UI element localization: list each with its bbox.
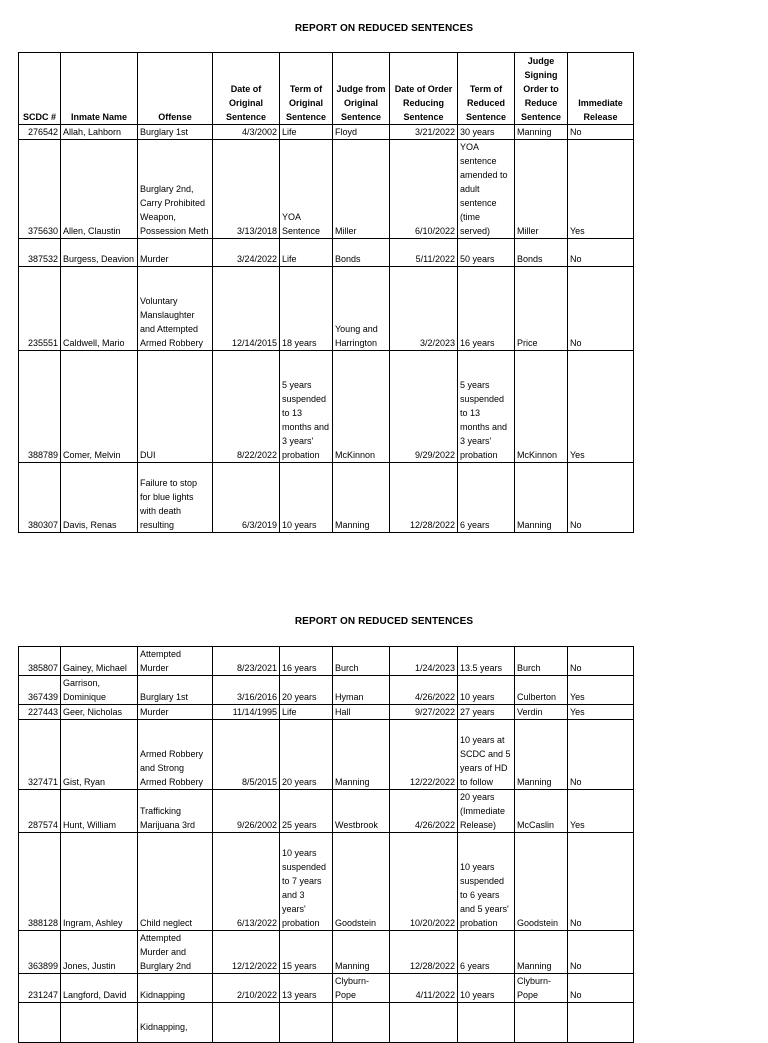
original-judge: Bonds xyxy=(333,239,390,267)
reduction-order-date: 12/28/2022 xyxy=(390,931,458,974)
table-row xyxy=(19,1003,634,1043)
report-title: REPORT ON REDUCED SENTENCES xyxy=(294,616,474,627)
reduced-term: 6 years xyxy=(458,463,515,533)
original-judge: Burch xyxy=(333,647,390,676)
immediate-release: No xyxy=(568,267,634,351)
immediate-release: Yes xyxy=(568,676,634,705)
offense: Burglary 1st xyxy=(138,676,213,705)
scdc-number xyxy=(19,1003,61,1043)
reduced-term: 27 years xyxy=(458,705,515,720)
original-sentence-date: 6/3/2019 xyxy=(213,463,280,533)
column-header: Date of Original Sentence xyxy=(213,53,280,125)
original-judge: Hall xyxy=(333,705,390,720)
table-row xyxy=(19,974,634,1003)
scdc-number: 388789 xyxy=(19,351,61,463)
table-row xyxy=(19,705,634,720)
scdc-number: 227443 xyxy=(19,705,61,720)
table-row xyxy=(19,125,634,140)
reduction-order-date: 4/11/2022 xyxy=(390,974,458,1003)
scdc-number: 388128 xyxy=(19,833,61,931)
inmate-name: Davis, Renas xyxy=(61,463,138,533)
signing-judge: Goodstein xyxy=(515,833,568,931)
offense: Failure to stop for blue lights with death resulting xyxy=(138,463,213,533)
original-sentence-date: 8/5/2015 xyxy=(213,720,280,790)
original-judge: Manning xyxy=(333,720,390,790)
table-row xyxy=(19,239,634,267)
offense: Trafficking Marijuana 3rd xyxy=(138,790,213,833)
signing-judge: Price xyxy=(515,267,568,351)
reduction-order-date: 12/28/2022 xyxy=(390,463,458,533)
inmate-name: Jones, Justin xyxy=(61,931,138,974)
reduced-term: 30 years xyxy=(458,125,515,140)
header-row xyxy=(19,53,634,125)
scdc-number: 385807 xyxy=(19,647,61,676)
table-row xyxy=(19,720,634,790)
original-term: Life xyxy=(280,125,333,140)
original-term: 18 years xyxy=(280,267,333,351)
reduced-term: 20 years (Immediate Release) xyxy=(458,790,515,833)
scdc-number: 287574 xyxy=(19,790,61,833)
reduction-order-date xyxy=(390,1003,458,1043)
original-term: 25 years xyxy=(280,790,333,833)
reduction-order-date: 5/11/2022 xyxy=(390,239,458,267)
table-row xyxy=(19,140,634,239)
signing-judge: Bonds xyxy=(515,239,568,267)
table-row xyxy=(19,676,634,705)
reduction-order-date: 9/27/2022 xyxy=(390,705,458,720)
inmate-name: Comer, Melvin xyxy=(61,351,138,463)
reduced-term: 10 years suspended to 6 years and 5 years' probation xyxy=(458,833,515,931)
reduced-term: 10 years xyxy=(458,974,515,1003)
offense: Murder xyxy=(138,239,213,267)
reduced-term: 16 years xyxy=(458,267,515,351)
original-judge: Westbrook xyxy=(333,790,390,833)
original-sentence-date: 2/10/2022 xyxy=(213,974,280,1003)
scdc-number: 387532 xyxy=(19,239,61,267)
inmate-name: Langford, David xyxy=(61,974,138,1003)
immediate-release: No xyxy=(568,974,634,1003)
original-term: 15 years xyxy=(280,931,333,974)
original-term: 20 years xyxy=(280,720,333,790)
immediate-release: Yes xyxy=(568,790,634,833)
original-term: YOA Sentence xyxy=(280,140,333,239)
offense: Kidnapping, xyxy=(138,1003,213,1043)
scdc-number: 327471 xyxy=(19,720,61,790)
column-header: Judge Signing Order to Reduce Sentence xyxy=(515,53,568,125)
signing-judge: Manning xyxy=(515,931,568,974)
reduction-order-date: 4/26/2022 xyxy=(390,790,458,833)
reduction-order-date: 6/10/2022 xyxy=(390,140,458,239)
reduced-term: 10 years xyxy=(458,676,515,705)
immediate-release: No xyxy=(568,931,634,974)
immediate-release: Yes xyxy=(568,705,634,720)
scdc-number: 375630 xyxy=(19,140,61,239)
original-term: Life xyxy=(280,239,333,267)
original-sentence-date: 9/26/2002 xyxy=(213,790,280,833)
original-term: 20 years xyxy=(280,676,333,705)
reduction-order-date: 12/22/2022 xyxy=(390,720,458,790)
offense: Kidnapping xyxy=(138,974,213,1003)
report-title: REPORT ON REDUCED SENTENCES xyxy=(294,23,474,34)
original-judge: Floyd xyxy=(333,125,390,140)
offense: Burglary 2nd, Carry Prohibited Weapon, Possession Meth xyxy=(138,140,213,239)
reduced-term: 10 years at SCDC and 5 years of HD to follow xyxy=(458,720,515,790)
column-header: Inmate Name xyxy=(61,53,138,125)
original-judge: Hyman xyxy=(333,676,390,705)
table-row xyxy=(19,931,634,974)
signing-judge: Clyburn-Pope xyxy=(515,974,568,1003)
inmate-name: Allah, Lahborn xyxy=(61,125,138,140)
inmate-name: Gist, Ryan xyxy=(61,720,138,790)
original-judge: Manning xyxy=(333,463,390,533)
reduced-term: 5 years suspended to 13 months and 3 years' probation xyxy=(458,351,515,463)
reduction-order-date: 3/2/2023 xyxy=(390,267,458,351)
reduced-term: YOA sentence amended to adult sentence (time served) xyxy=(458,140,515,239)
original-sentence-date: 11/14/1995 xyxy=(213,705,280,720)
original-sentence-date xyxy=(213,1003,280,1043)
signing-judge: Miller xyxy=(515,140,568,239)
inmate-name: Burgess, Deavion xyxy=(61,239,138,267)
original-judge: Goodstein xyxy=(333,833,390,931)
immediate-release: No xyxy=(568,125,634,140)
column-header: Term of Reduced Sentence xyxy=(458,53,515,125)
table-row xyxy=(19,267,634,351)
signing-judge: Manning xyxy=(515,125,568,140)
immediate-release: No xyxy=(568,239,634,267)
original-sentence-date: 12/12/2022 xyxy=(213,931,280,974)
column-header: SCDC # xyxy=(19,53,61,125)
original-term: 10 years suspended to 7 years and 3 years' probation xyxy=(280,833,333,931)
reduced-term: 50 years xyxy=(458,239,515,267)
offense: Murder xyxy=(138,705,213,720)
table-row xyxy=(19,351,634,463)
signing-judge: McCaslin xyxy=(515,790,568,833)
scdc-number: 231247 xyxy=(19,974,61,1003)
original-term: 16 years xyxy=(280,647,333,676)
table-row xyxy=(19,833,634,931)
signing-judge: Manning xyxy=(515,720,568,790)
offense: DUI xyxy=(138,351,213,463)
reduction-order-date: 4/26/2022 xyxy=(390,676,458,705)
signing-judge: Culberton xyxy=(515,676,568,705)
scdc-number: 363899 xyxy=(19,931,61,974)
inmate-name: Hunt, William xyxy=(61,790,138,833)
inmate-name xyxy=(61,1003,138,1043)
reduction-order-date: 10/20/2022 xyxy=(390,833,458,931)
signing-judge: McKinnon xyxy=(515,351,568,463)
scdc-number: 235551 xyxy=(19,267,61,351)
inmate-name: Caldwell, Mario xyxy=(61,267,138,351)
column-header: Date of Order Reducing Sentence xyxy=(390,53,458,125)
original-term: 13 years xyxy=(280,974,333,1003)
original-term: 10 years xyxy=(280,463,333,533)
column-header: Immediate Release xyxy=(568,53,634,125)
offense: Child neglect xyxy=(138,833,213,931)
original-term: 5 years suspended to 13 months and 3 years' probation xyxy=(280,351,333,463)
immediate-release: No xyxy=(568,720,634,790)
signing-judge: Verdin xyxy=(515,705,568,720)
inmate-name: Allen, Claustin xyxy=(61,140,138,239)
reduced-term: 13.5 years xyxy=(458,647,515,676)
table-row xyxy=(19,463,634,533)
inmate-name: Gainey, Michael xyxy=(61,647,138,676)
column-header: Judge from Original Sentence xyxy=(333,53,390,125)
original-sentence-date: 6/13/2022 xyxy=(213,833,280,931)
inmate-name: Garrison, Dominique xyxy=(61,676,138,705)
original-sentence-date: 4/3/2002 xyxy=(213,125,280,140)
column-header: Term of Original Sentence xyxy=(280,53,333,125)
offense: Burglary 1st xyxy=(138,125,213,140)
signing-judge: Manning xyxy=(515,463,568,533)
immediate-release: Yes xyxy=(568,140,634,239)
scdc-number: 276542 xyxy=(19,125,61,140)
original-sentence-date: 8/23/2021 xyxy=(213,647,280,676)
table-row xyxy=(19,647,634,676)
table-row xyxy=(19,790,634,833)
offense: Attempted Murder xyxy=(138,647,213,676)
signing-judge: Burch xyxy=(515,647,568,676)
original-judge: McKinnon xyxy=(333,351,390,463)
original-sentence-date: 12/14/2015 xyxy=(213,267,280,351)
signing-judge xyxy=(515,1003,568,1043)
immediate-release: No xyxy=(568,647,634,676)
reduction-order-date: 3/21/2022 xyxy=(390,125,458,140)
original-sentence-date: 3/13/2018 xyxy=(213,140,280,239)
original-judge xyxy=(333,1003,390,1043)
reduction-order-date: 1/24/2023 xyxy=(390,647,458,676)
original-judge: Young and Harrington xyxy=(333,267,390,351)
immediate-release: No xyxy=(568,833,634,931)
offense: Voluntary Manslaughter and Attempted Armed Robbery xyxy=(138,267,213,351)
original-sentence-date: 3/24/2022 xyxy=(213,239,280,267)
original-judge: Manning xyxy=(333,931,390,974)
immediate-release: Yes xyxy=(568,351,634,463)
reduction-order-date: 9/29/2022 xyxy=(390,351,458,463)
immediate-release xyxy=(568,1003,634,1043)
scdc-number: 380307 xyxy=(19,463,61,533)
original-sentence-date: 3/16/2016 xyxy=(213,676,280,705)
original-judge: Clyburn-Pope xyxy=(333,974,390,1003)
offense: Armed Robbery and Strong Armed Robbery xyxy=(138,720,213,790)
original-term: Life xyxy=(280,705,333,720)
reduced-term: 6 years xyxy=(458,931,515,974)
immediate-release: No xyxy=(568,463,634,533)
column-header: Offense xyxy=(138,53,213,125)
reduced-term xyxy=(458,1003,515,1043)
scdc-number: 367439 xyxy=(19,676,61,705)
reduced-sentences-table xyxy=(18,646,634,1043)
offense: Attempted Murder and Burglary 2nd xyxy=(138,931,213,974)
original-sentence-date: 8/22/2022 xyxy=(213,351,280,463)
reduced-sentences-table xyxy=(18,52,634,533)
original-term xyxy=(280,1003,333,1043)
inmate-name: Ingram, Ashley xyxy=(61,833,138,931)
original-judge: Miller xyxy=(333,140,390,239)
inmate-name: Geer, Nicholas xyxy=(61,705,138,720)
